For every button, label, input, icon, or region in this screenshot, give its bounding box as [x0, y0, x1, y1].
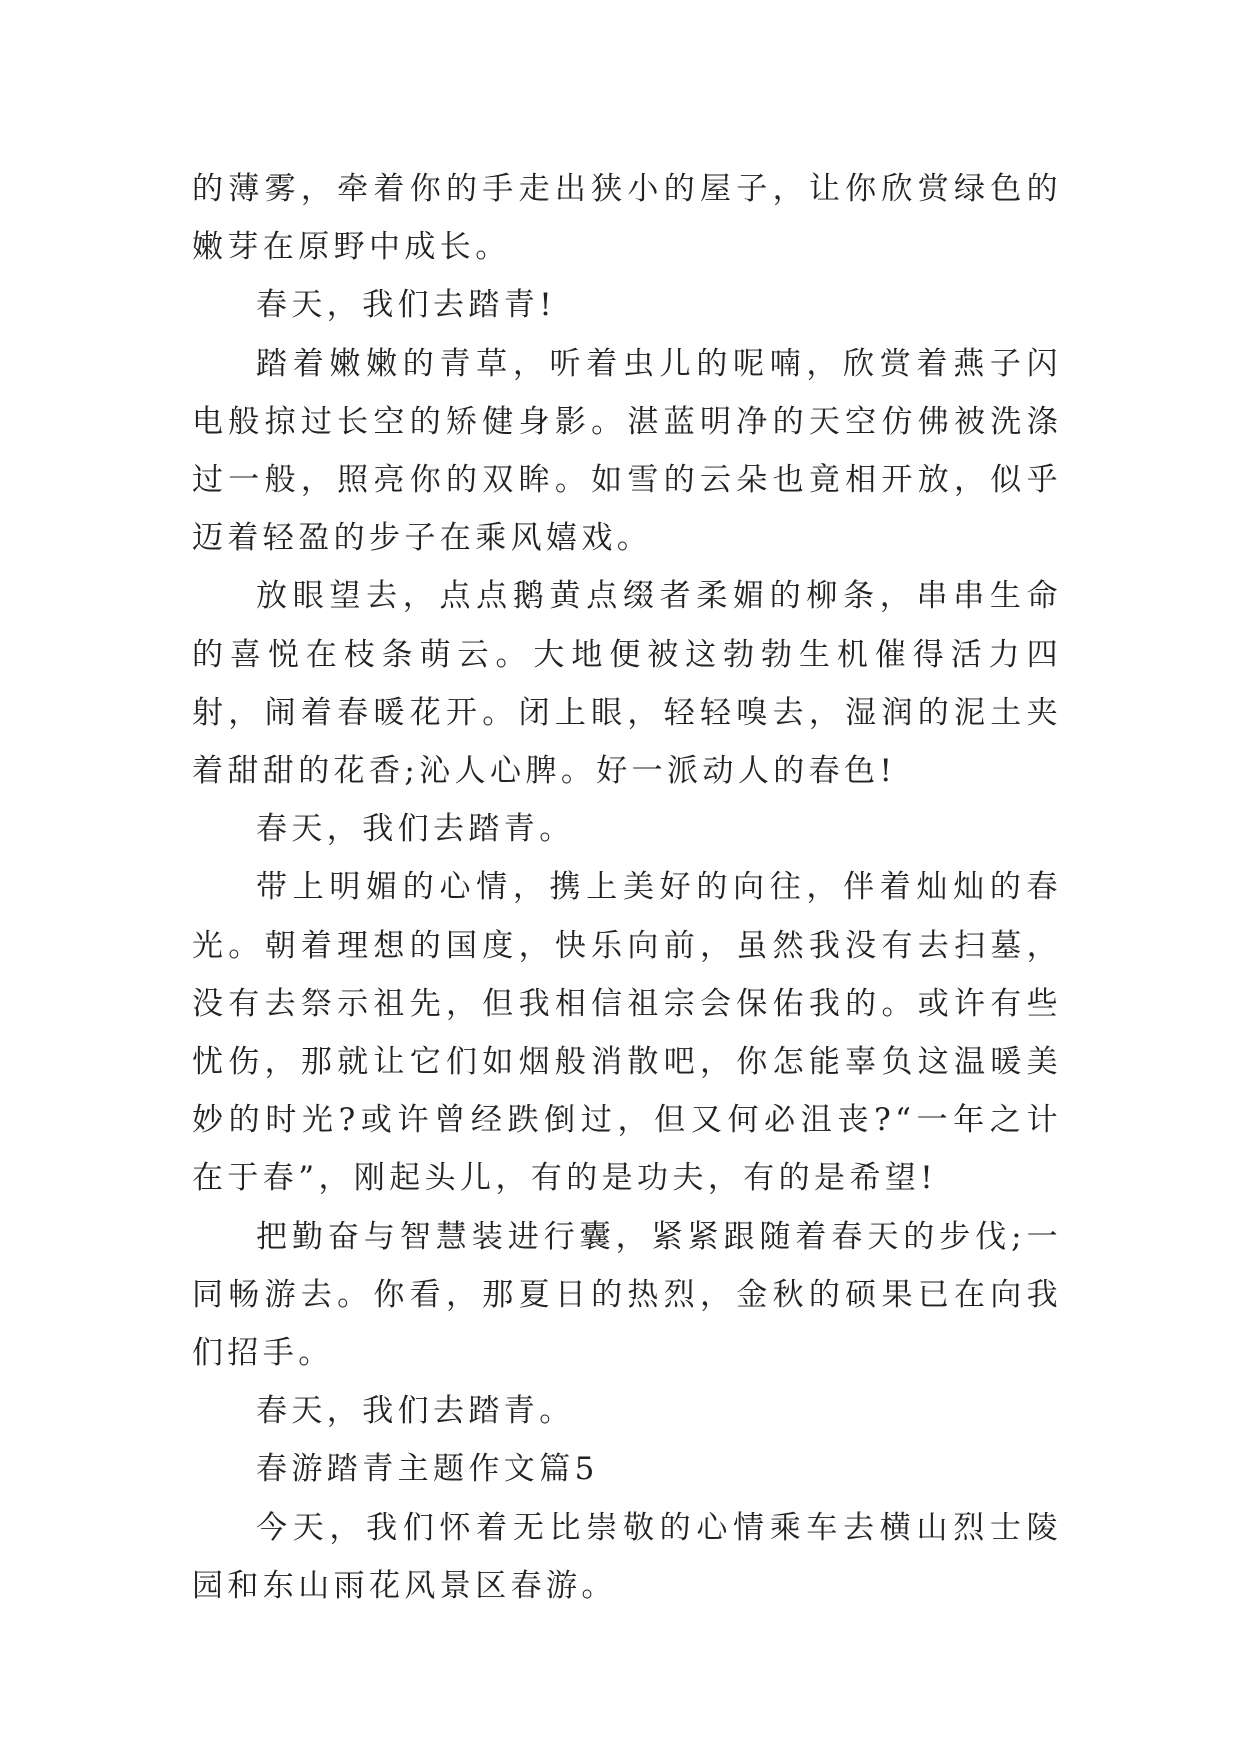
paragraph-4: 放眼望去，点点鹅黄点缀者柔媚的柳条，串串生命的喜悦在枝条萌云。大地便被这勃勃生机催得活力四射，闹着春暖花开。闭上眼，轻轻嗅去，湿润的泥土夹着甜甜的花香;沁人心脾。好一派动人的春色!	[192, 578, 1062, 790]
section-heading: 春游踏青主题作文篇5	[256, 1451, 599, 1488]
paragraph-7: 把勤奋与智慧装进行囊，紧紧跟随着春天的步伐;一同畅游去。你看，那夏日的热烈，金秋的硕果已在向我们招手。	[192, 1218, 1062, 1372]
paragraph-6: 带上明媚的心情，携上美好的向往，伴着灿灿的春光。朝着理想的国度，快乐向前，虽然我没有去扫墓，没有去祭示祖先，但我相信祖宗会保佑我的。或许有些忧伤，那就让它们如烟般消散吧，你怎能辜负这温暖美妙的时光?或许曾经跌倒过，但又何必沮丧?“一年之计在于春”，刚起头儿，有的是功夫，有的是希望!	[192, 869, 1062, 1197]
paragraph-8: 春天，我们去踏青。	[256, 1393, 575, 1430]
paragraph-2: 春天，我们去踏青!	[256, 287, 557, 324]
document-body	[192, 160, 1062, 1615]
paragraph-10: 今天，我们怀着无比崇敬的心情乘车去横山烈士陵园和东山雨花风景区春游。	[192, 1509, 1062, 1604]
paragraph-5: 春天，我们去踏青。	[256, 811, 575, 848]
paragraph-3: 踏着嫩嫩的青草，听着虫儿的呢喃，欣赏着燕子闪电般掠过长空的矫健身影。湛蓝明净的天空仿佛被洗涤过一般，照亮你的双眸。如雪的云朵也竟相开放，似乎迈着轻盈的步子在乘风嬉戏。	[192, 345, 1062, 557]
paragraph-1: 的薄雾，牵着你的手走出狭小的屋子，让你欣赏绿色的嫩芽在原野中成长。	[192, 171, 1062, 266]
